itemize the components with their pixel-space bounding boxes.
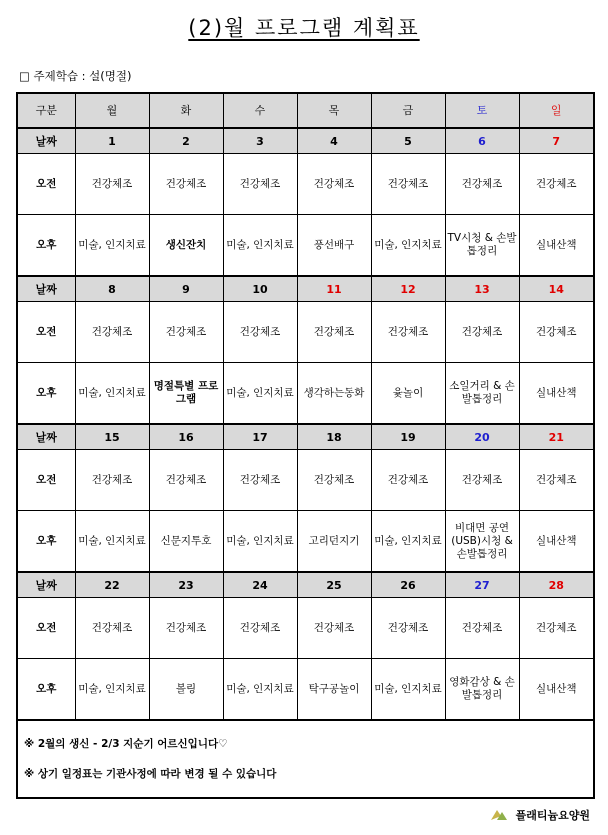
schedule-change-note: ※ 상기 일정표는 기관사정에 따라 변경 될 수 있습니다 [24,768,277,780]
pm-activity-cell: 명절특별 프로그램 [149,363,223,425]
pm-activity-cell: 실내산책 [519,659,594,721]
pm-activity-cell: 미술, 인지치료 [75,511,149,573]
pm-row [17,659,594,721]
pm-activity-cell: TV시청 & 손발톱정리 [445,215,519,277]
header-row [17,93,594,128]
header-cell: 화 [149,93,223,128]
pm-activity-cell: 고리던지기 [297,511,371,573]
page-title: (2)월 프로그램 계획표 [188,16,420,40]
date-cell: 17 [223,424,297,450]
am-activity-cell: 건강체조 [371,598,445,659]
am-activity-cell: 건강체조 [519,302,594,363]
am-activity-cell: 건강체조 [149,450,223,511]
pm-activity-cell: 미술, 인지치료 [75,659,149,721]
date-cell: 8 [75,276,149,302]
date-row [17,128,594,154]
date-cell: 20 [445,424,519,450]
pm-activity-cell: 풍선배구 [297,215,371,277]
pm-activity-cell: 신문지투호 [149,511,223,573]
date-cell: 5 [371,128,445,154]
am-activity-cell: 건강체조 [371,302,445,363]
pm-row [17,511,594,573]
pm-activity-cell: 미술, 인지치료 [75,363,149,425]
date-row [17,572,594,598]
birthday-note: ※ 2월의 생신 - 2/3 지순기 어르신입니다♡ [24,738,228,750]
am-activity-cell: 건강체조 [445,302,519,363]
pm-activity-cell: 미술, 인지치료 [223,659,297,721]
am-activity-cell: 건강체조 [445,598,519,659]
am-activity-cell: 건강체조 [445,450,519,511]
date-row [17,424,594,450]
date-cell: 10 [223,276,297,302]
pm-activity-cell: 생각하는동화 [297,363,371,425]
date-cell: 12 [371,276,445,302]
date-label: 날짜 [17,572,75,598]
platinum-logo-icon [488,808,510,822]
am-activity-cell: 건강체조 [75,302,149,363]
notes-cell [17,720,594,798]
date-cell: 3 [223,128,297,154]
date-cell: 22 [75,572,149,598]
am-activity-cell: 건강체조 [223,598,297,659]
date-cell: 14 [519,276,594,302]
am-label: 오전 [17,302,75,363]
pm-activity-cell: 미술, 인지치료 [223,363,297,425]
am-activity-cell: 건강체조 [371,450,445,511]
am-label: 오전 [17,154,75,215]
date-cell: 6 [445,128,519,154]
date-cell: 25 [297,572,371,598]
pm-activity-cell: 미술, 인지치료 [371,659,445,721]
am-label: 오전 [17,450,75,511]
date-cell: 2 [149,128,223,154]
am-row [17,302,594,363]
am-activity-cell: 건강체조 [223,302,297,363]
pm-label: 오후 [17,215,75,277]
pm-activity-cell: 실내산책 [519,363,594,425]
am-activity-cell: 건강체조 [519,154,594,215]
date-cell: 28 [519,572,594,598]
am-activity-cell: 건강체조 [149,302,223,363]
date-cell: 24 [223,572,297,598]
pm-activity-cell: 미술, 인지치료 [371,511,445,573]
am-activity-cell: 건강체조 [149,598,223,659]
date-cell: 27 [445,572,519,598]
am-activity-cell: 건강체조 [445,154,519,215]
pm-label: 오후 [17,511,75,573]
pm-activity-cell: 생신잔치 [149,215,223,277]
pm-activity-cell: 윷놀이 [371,363,445,425]
pm-row [17,215,594,277]
date-cell: 11 [297,276,371,302]
am-activity-cell: 건강체조 [75,598,149,659]
header-cell: 수 [223,93,297,128]
schedule-table [16,92,595,799]
am-activity-cell: 건강체조 [519,598,594,659]
pm-activity-cell: 볼링 [149,659,223,721]
date-label: 날짜 [17,276,75,302]
am-activity-cell: 건강체조 [75,450,149,511]
header-cell: 일 [519,93,594,128]
date-cell: 23 [149,572,223,598]
date-cell: 15 [75,424,149,450]
date-cell: 9 [149,276,223,302]
header-cell: 금 [371,93,445,128]
am-activity-cell: 건강체조 [75,154,149,215]
header-cell: 구분 [17,93,75,128]
date-label: 날짜 [17,128,75,154]
am-activity-cell: 건강체조 [297,450,371,511]
am-activity-cell: 건강체조 [297,154,371,215]
pm-activity-cell: 미술, 인지치료 [223,215,297,277]
header-cell: 목 [297,93,371,128]
pm-label: 오후 [17,659,75,721]
pm-activity-cell: 미술, 인지치료 [371,215,445,277]
pm-activity-cell: 미술, 인지치료 [223,511,297,573]
pm-label: 오후 [17,363,75,425]
date-cell: 4 [297,128,371,154]
date-label: 날짜 [17,424,75,450]
subject-line: □ 주제학습 : 설(명절) [19,69,132,83]
am-row [17,450,594,511]
pm-activity-cell: 실내산책 [519,511,594,573]
pm-activity-cell: 영화감상 & 손발톱정리 [445,659,519,721]
am-row [17,598,594,659]
date-cell: 13 [445,276,519,302]
am-activity-cell: 건강체조 [223,154,297,215]
am-activity-cell: 건강체조 [223,450,297,511]
pm-activity-cell: 실내산책 [519,215,594,277]
date-cell: 7 [519,128,594,154]
date-cell: 16 [149,424,223,450]
pm-row [17,363,594,425]
pm-activity-cell: 비대면 공연(USB)시청 & 손발톱정리 [445,511,519,573]
date-cell: 19 [371,424,445,450]
pm-activity-cell: 미술, 인지치료 [75,215,149,277]
date-cell: 26 [371,572,445,598]
pm-activity-cell: 소일거리 & 손발톱정리 [445,363,519,425]
org-name: 플래티늄요양원 [515,809,590,822]
am-row [17,154,594,215]
am-activity-cell: 건강체조 [297,598,371,659]
header-cell: 월 [75,93,149,128]
am-activity-cell: 건강체조 [149,154,223,215]
date-cell: 1 [75,128,149,154]
footer [488,807,590,823]
am-label: 오전 [17,598,75,659]
header-cell: 토 [445,93,519,128]
am-activity-cell: 건강체조 [519,450,594,511]
pm-activity-cell: 탁구공놀이 [297,659,371,721]
date-row [17,276,594,302]
am-activity-cell: 건강체조 [371,154,445,215]
date-cell: 21 [519,424,594,450]
date-cell: 18 [297,424,371,450]
am-activity-cell: 건강체조 [297,302,371,363]
